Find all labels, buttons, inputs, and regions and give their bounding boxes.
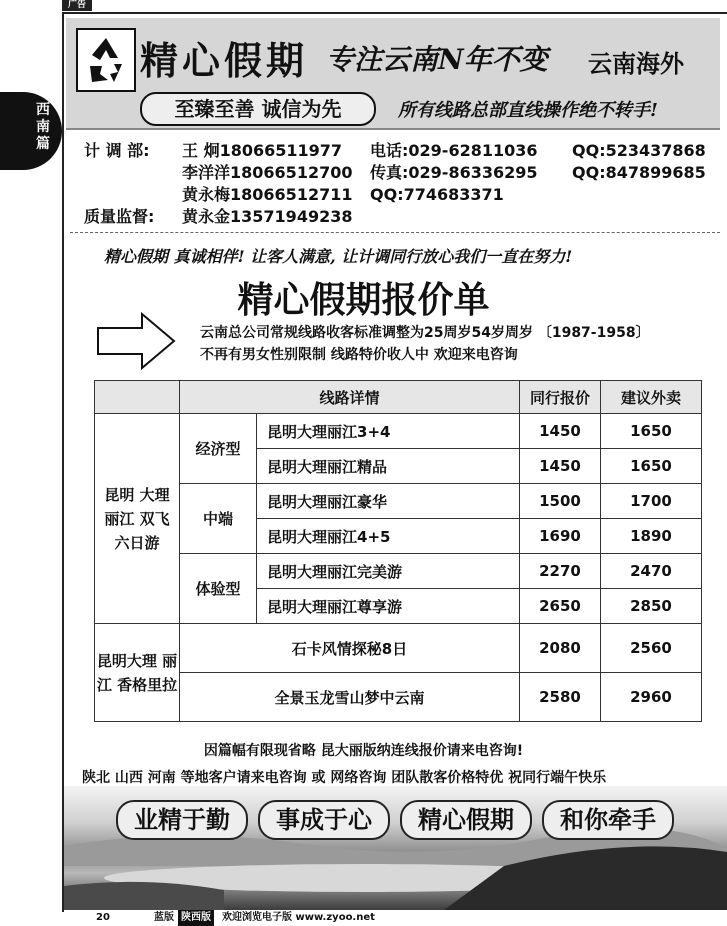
header-slogan: 专注云南N年不变 (326, 43, 548, 76)
page-title: 精心假期报价单 (237, 280, 490, 321)
tel-label: 电话: (370, 141, 409, 160)
company-name: 云南海外 (588, 50, 684, 78)
qq-label: QQ: (572, 163, 606, 182)
header-slogan-2: 所有线路总部直线操作绝不转手! (398, 100, 658, 121)
qq-value: 774683371 (403, 185, 504, 204)
qq-label: QQ: (370, 185, 404, 204)
peer-price: 1690 (520, 519, 601, 554)
page-footer-bar (62, 910, 727, 926)
route-name: 昆明大理丽江豪华 (257, 484, 520, 519)
site-link[interactable]: 欢迎浏览电子版 www.zyoo.net (222, 912, 375, 923)
route-name: 全景玉龙雪山梦中云南 (180, 673, 520, 722)
brand-name: 精心假期 (140, 38, 309, 83)
contact-name: 王 炯 (182, 141, 220, 160)
contact-row (182, 162, 352, 184)
retail-price: 2850 (601, 589, 702, 624)
divider (70, 232, 720, 233)
contact-row (182, 140, 342, 162)
edition-label: 蓝版 (154, 912, 174, 923)
retail-price: 1650 (601, 414, 702, 449)
footer-regions: 陕北 山西 河南 等地客户请来电咨询 或 网络咨询 团队散客价格特优 祝同行端午快乐 (82, 770, 607, 786)
route-name: 昆明大理丽江精品 (257, 449, 520, 484)
route-name: 昆明大理丽江尊享游 (257, 589, 520, 624)
header-route: 线路详情 (180, 381, 520, 414)
retail-price: 2560 (601, 624, 702, 673)
price-table (94, 380, 702, 722)
arrow-right-icon (96, 312, 176, 374)
peer-price: 2270 (520, 554, 601, 589)
banner-pill: 业精于勤 (116, 800, 248, 840)
banner-pill: 和你牵手 (542, 800, 674, 840)
side-tab-label: 西南篇 (36, 102, 50, 152)
table-row (95, 624, 702, 673)
recycle-logo-icon (76, 28, 136, 92)
contact-tel (370, 140, 538, 162)
notice-line: 云南总公司常规线路收客标准调整为25周岁54岁周岁 〔1987-1958〕 (200, 325, 650, 341)
contact-row (182, 184, 352, 206)
table-row (95, 554, 702, 589)
retail-price: 1890 (601, 519, 702, 554)
peer-price: 2080 (520, 624, 601, 673)
header-peer-price: 同行报价 (520, 381, 601, 414)
retail-price: 1650 (601, 449, 702, 484)
dept-label: 计 调 部: (84, 141, 150, 160)
contact-mobile: 18066512711 (230, 185, 353, 204)
route-name: 昆明大理丽江完美游 (257, 554, 520, 589)
motto: 精心假期 真诚相伴! 让客人满意, 让计调同行放心我们一直在努力! (104, 247, 573, 266)
tel-value: 029-62811036 (408, 141, 538, 160)
peer-price: 1500 (520, 484, 601, 519)
contact-fax (370, 162, 538, 184)
peer-price: 2650 (520, 589, 601, 624)
contact-qq (572, 162, 706, 184)
qq-label: QQ: (572, 141, 606, 160)
page-number: 20 (96, 912, 110, 923)
qq-value: 523437868 (605, 141, 706, 160)
route-name: 昆明大理丽江3+4 (257, 414, 520, 449)
table-row (95, 484, 702, 519)
retail-price: 2960 (601, 673, 702, 722)
retail-price: 2470 (601, 554, 702, 589)
banner-pill: 精心假期 (400, 800, 532, 840)
notice-line: 不再有男女性别限制 线路特价收人中 欢迎来电咨询 (200, 347, 518, 363)
contact-name: 黄永梅 (182, 185, 231, 204)
route-name: 昆明大理丽江4+5 (257, 519, 520, 554)
qq-value: 847899685 (605, 163, 706, 182)
route-group: 昆明 大理 丽江 双飞 六日游 (95, 414, 180, 624)
ad-tag: 广告 (62, 0, 92, 11)
category: 经济型 (180, 414, 257, 484)
footer-note: 因篇幅有限现省略 昆大丽版纳连线报价请来电咨询! (203, 743, 524, 759)
table-row (95, 673, 702, 722)
side-tab (0, 92, 62, 170)
peer-price: 2580 (520, 673, 601, 722)
category: 中端 (180, 484, 257, 554)
contact-mobile: 18066512700 (230, 163, 353, 182)
table-row (95, 414, 702, 449)
table-header-row (95, 381, 702, 414)
header-pill: 至臻至善 诚信为先 (140, 92, 376, 126)
fax-value: 029-86336295 (408, 163, 538, 182)
category: 体验型 (180, 554, 257, 624)
qc-name: 黄永金 (182, 207, 231, 226)
contact-mobile: 18066511977 (219, 141, 343, 160)
contact-qq (370, 184, 504, 206)
contact-name: 李洋洋 (182, 163, 231, 182)
qc-label: 质量监督: (84, 207, 155, 226)
peer-price: 1450 (520, 414, 601, 449)
edition-badge: 陕西版 (178, 910, 214, 926)
header-retail-price: 建议外卖 (601, 381, 702, 414)
route-name: 石卡风情探秘8日 (180, 624, 520, 673)
qc-mobile: 13571949238 (230, 207, 353, 226)
contact-qq (572, 140, 706, 162)
fax-label: 传真: (370, 163, 409, 182)
qc-contact (182, 206, 352, 228)
retail-price: 1700 (601, 484, 702, 519)
route-group: 昆明大理 丽江 香格里拉 (95, 624, 180, 722)
banner-pill: 事成于心 (258, 800, 390, 840)
peer-price: 1450 (520, 449, 601, 484)
header-blank (95, 381, 180, 414)
